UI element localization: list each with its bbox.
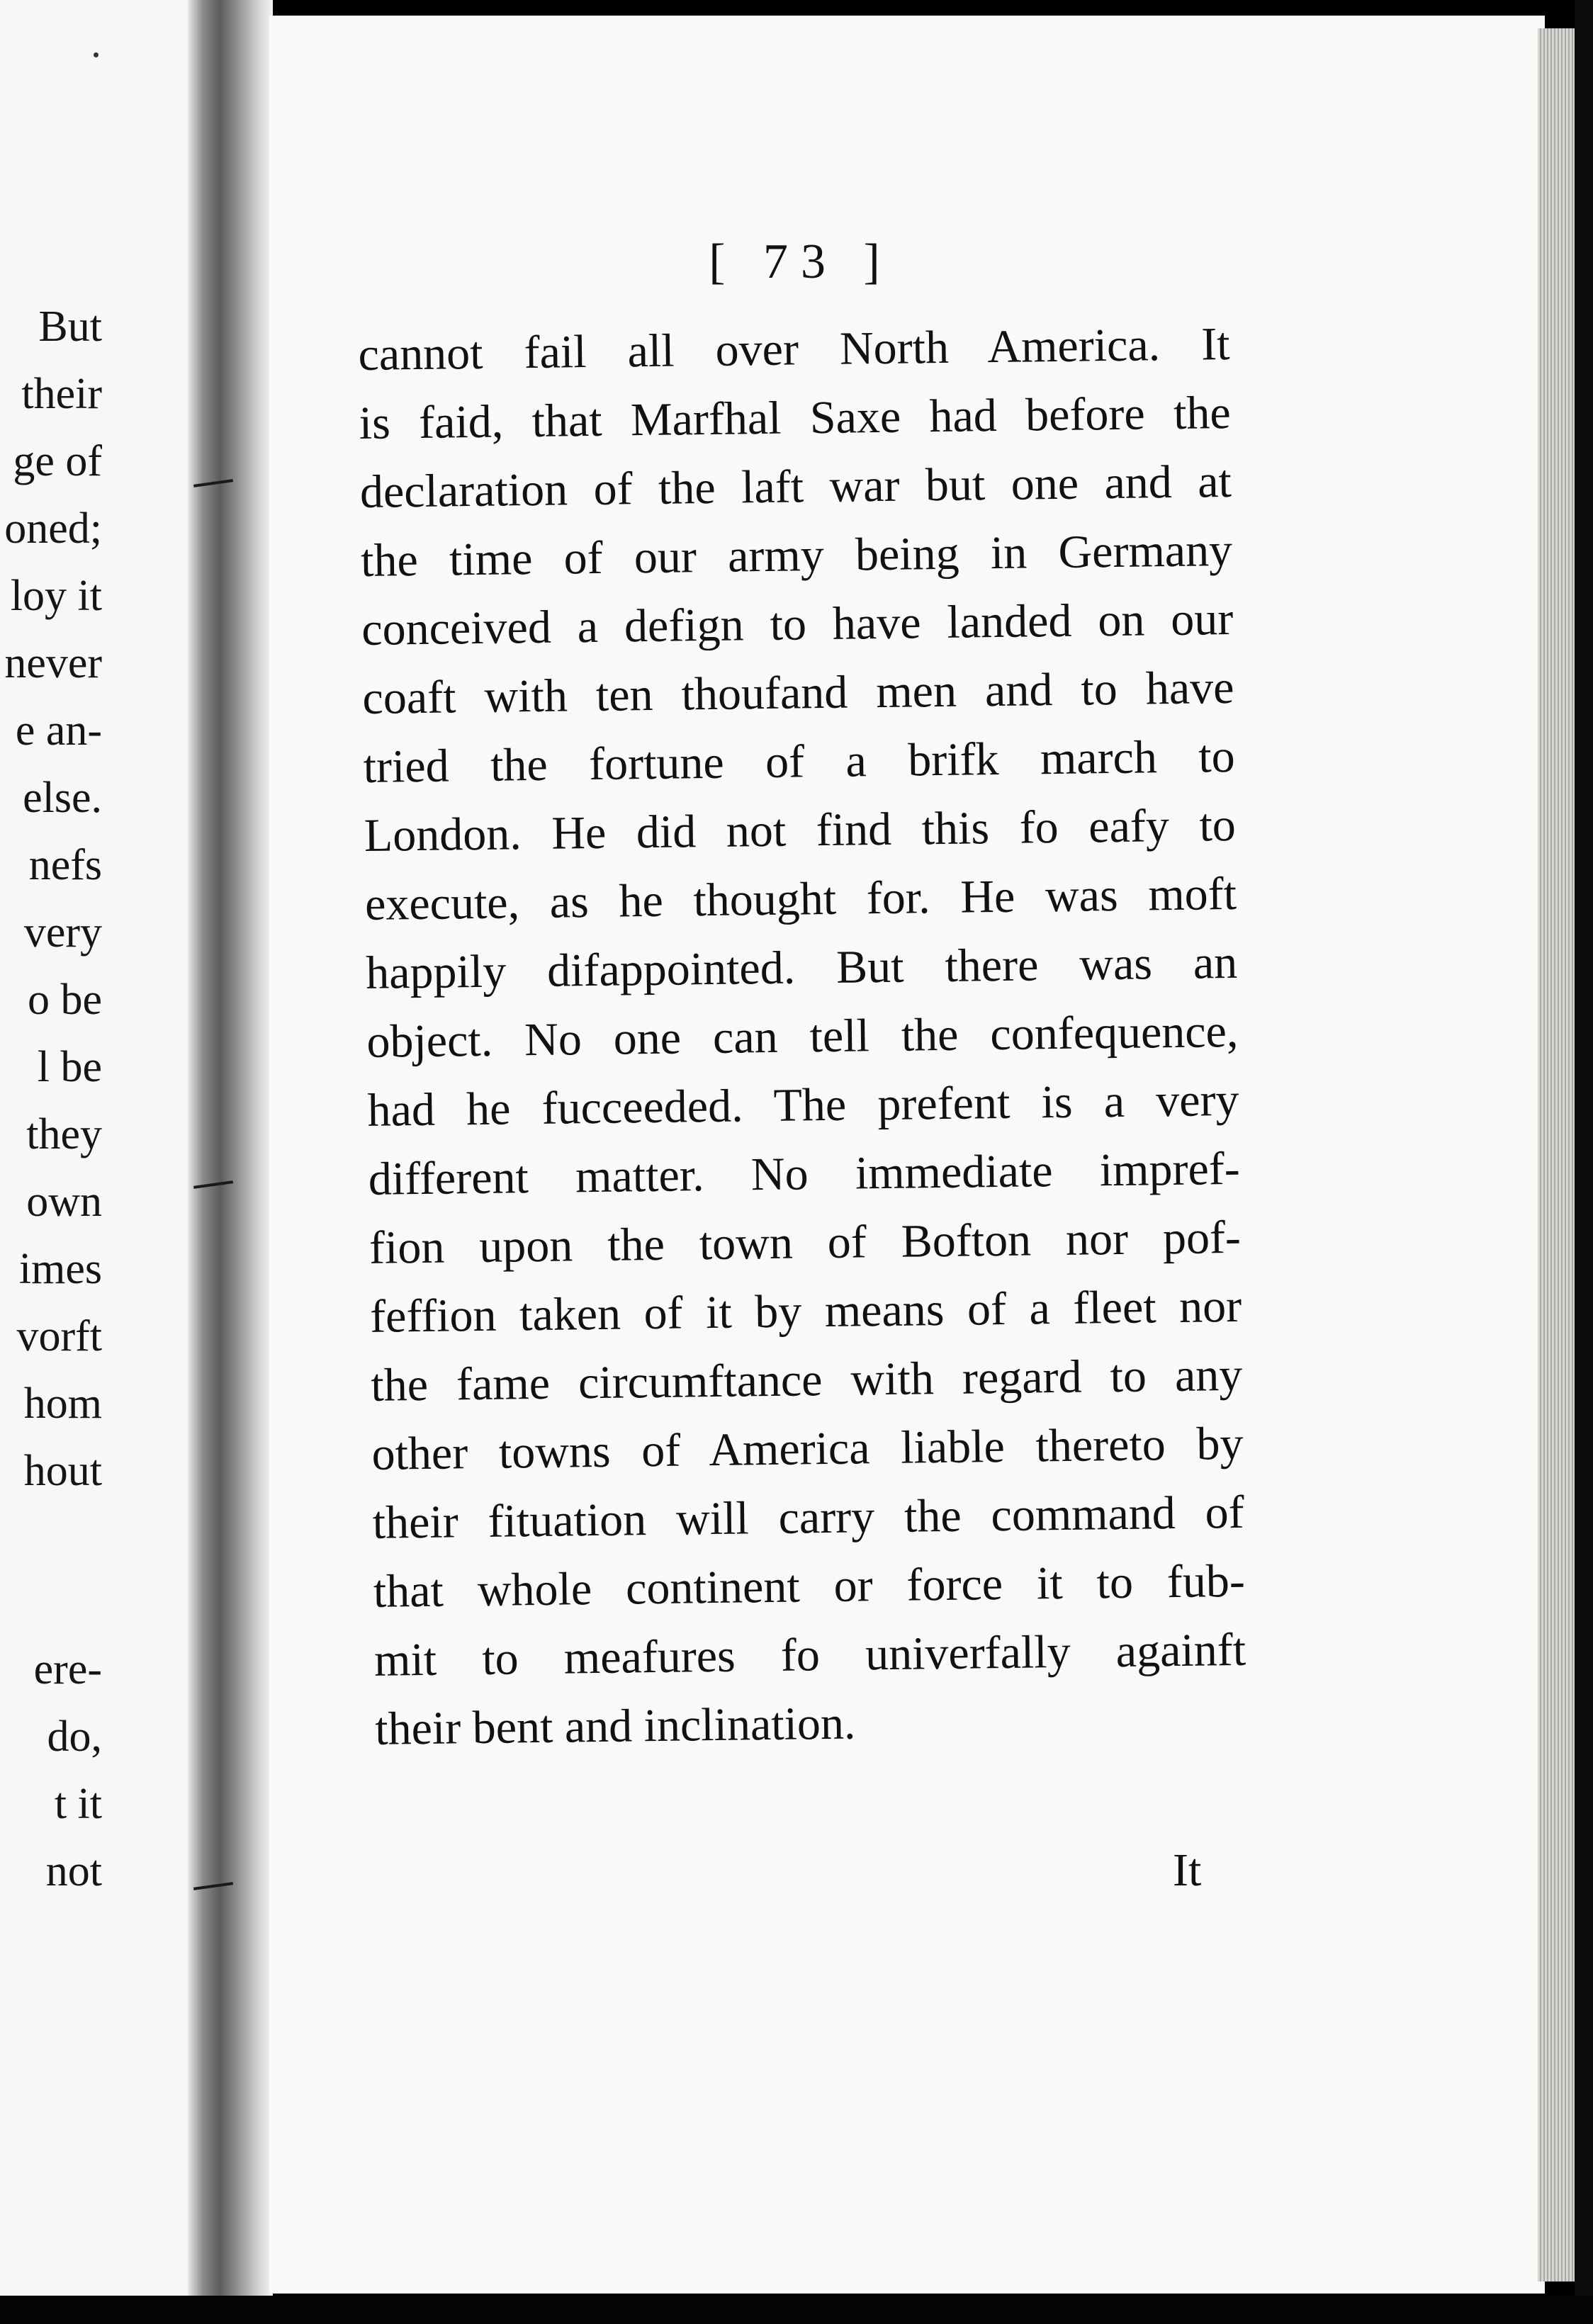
left-page-line: else. [23,774,102,822]
text-line: their fituation will carry the command of [372,1486,1245,1549]
text-line: had he fucceeded. The prefent is a very [367,1073,1239,1136]
text-line: object. No one can tell the confequence, [366,1005,1239,1068]
left-page-line: ge of [13,437,102,485]
left-page-line: loy it [10,572,102,620]
left-page-line: e an- [15,706,102,755]
catchword: It [1173,1844,1202,1896]
left-page-line: not [45,1847,102,1895]
left-page-line: But [38,303,102,351]
ink-speck [94,52,98,57]
text-line: execute, as he thought for. He was moft [364,867,1237,930]
binding-thread-mark [193,1882,233,1890]
text-line: that whole continent or force it to fub- [373,1555,1246,1618]
left-page-line: t it [54,1780,102,1828]
left-page-line: they [26,1110,102,1158]
text-line: London. He did not find this fo eafy to [364,799,1237,862]
text-line: mit to meafures fo univerfally againft [373,1623,1246,1686]
text-line: cannot fail all over North America. It [358,317,1230,380]
body-text [358,310,1247,1764]
left-page-line: own [26,1178,102,1226]
left-facing-page [0,0,206,2303]
left-page-line: nefs [28,841,102,889]
left-page-line: hout [23,1447,102,1495]
left-page-line: very [23,908,102,957]
left-page-line: imes [18,1245,102,1293]
text-line: the fame circumftance with regard to any [370,1348,1243,1411]
text-line: is faid, that Marfhal Saxe had before the [359,386,1232,449]
scan-border [1575,0,1593,2324]
left-page-line: their [21,370,102,418]
text-line: conceived a defign to have landed on our [361,592,1234,655]
text-line: fion upon the town of Bofton nor pof- [368,1211,1242,1274]
text-line: other towns of America liable thereto by [371,1417,1244,1480]
page-number: [ 73 ] [709,235,893,289]
left-page-line: hom [23,1380,102,1428]
text-line: their bent and inclination. [374,1697,856,1755]
text-line: declaration of the laft war but one and at [359,455,1232,518]
left-page-line: oned; [4,504,102,553]
page-edges [1538,28,1580,2281]
text-line: tried the fortune of a brifk march to [363,730,1236,793]
left-page-line: vorft [16,1312,102,1360]
binding-thread-mark [193,1180,233,1189]
text-line: happily difappointed. But there was an [365,936,1238,999]
left-page-line: ere- [33,1645,102,1693]
scan-border-bottom [0,2296,1593,2324]
text-line: the time of our army being in Germany [360,524,1233,587]
left-page-line: o be [27,976,102,1024]
text-line: coaft with ten thoufand men and to have [362,661,1234,724]
book-gutter [188,0,273,2310]
left-page-line: never [4,639,102,687]
binding-thread-mark [193,479,233,487]
left-page-line: do, [47,1713,102,1761]
text-line: feffion taken of it by means of a fleet nor [369,1280,1242,1343]
left-page-line: l be [37,1043,102,1091]
text-line: different matter. No immediate impref- [368,1142,1241,1205]
